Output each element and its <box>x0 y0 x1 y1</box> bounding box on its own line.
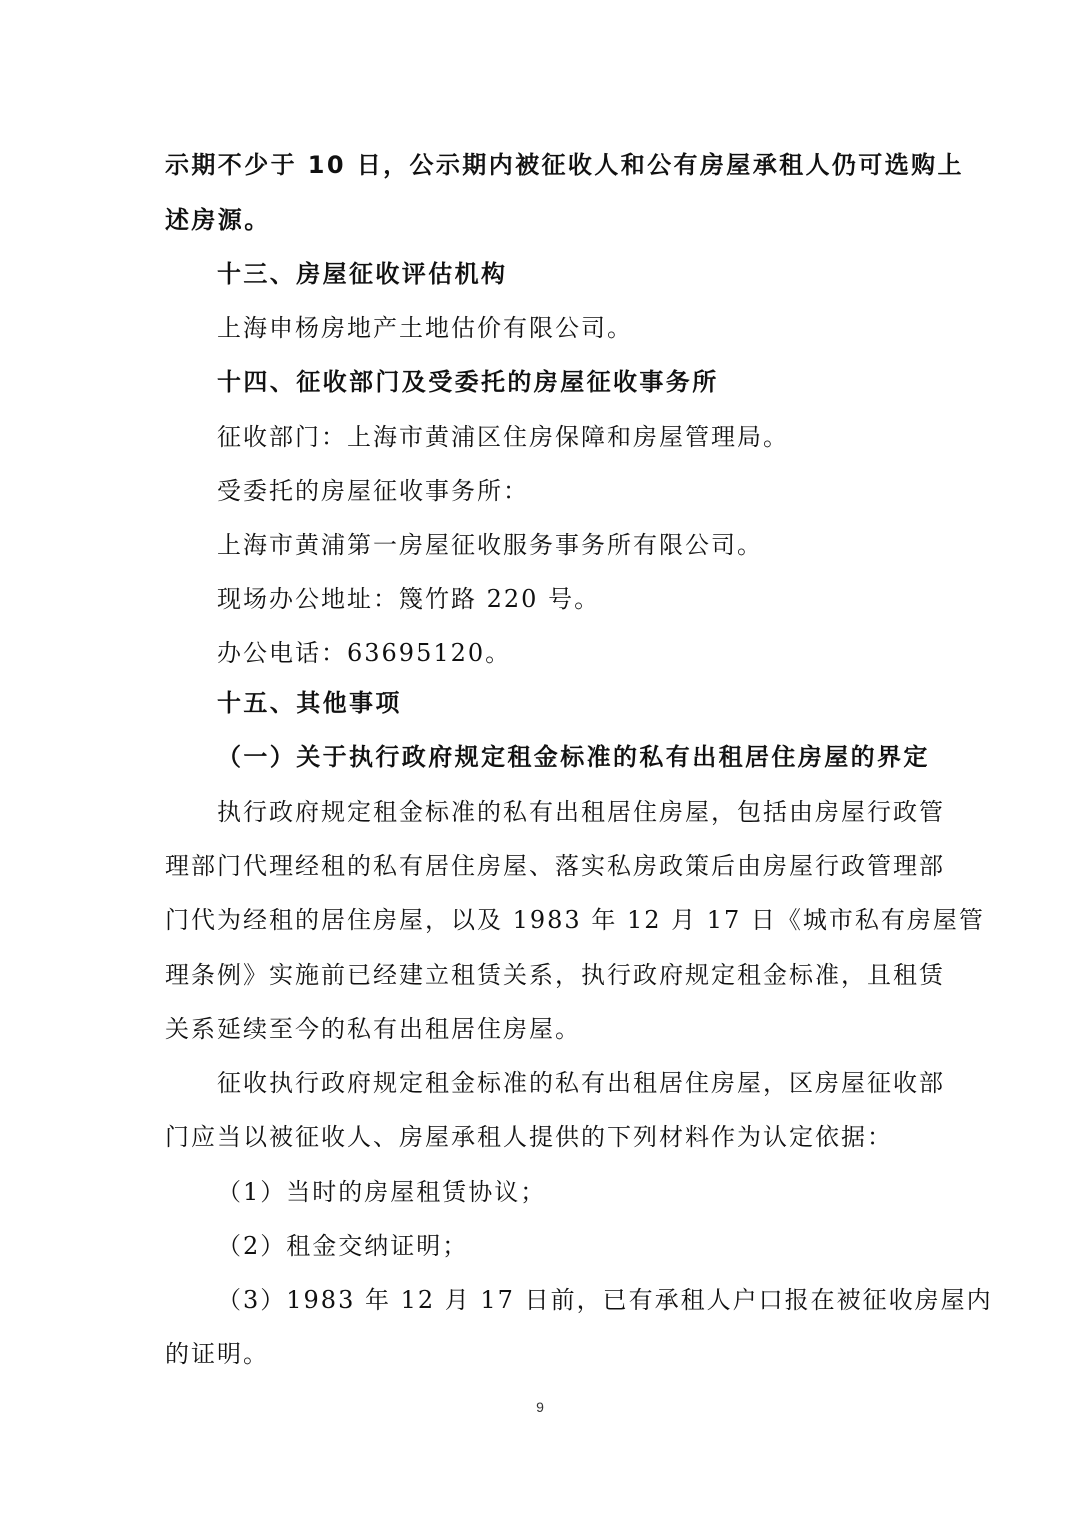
paragraph-line: 理条例》实施前已经建立租赁关系，执行政府规定租金标准，且租赁 <box>165 961 945 989</box>
page-number: 9 <box>536 1399 544 1415</box>
section-heading-14: 十四、征收部门及受委托的房屋征收事务所 <box>217 368 719 396</box>
appraisal-agency: 上海申杨房地产土地估价有限公司。 <box>217 314 633 342</box>
paragraph-line: 示期不少于 10 日，公示期内被征收人和公有房屋承租人仍可选购上 <box>165 151 964 179</box>
paragraph-line: 关系延续至今的私有出租居住房屋。 <box>165 1015 581 1043</box>
paragraph-line: 门代为经租的居住房屋，以及 1983 年 12 月 17 日《城市私有房屋管 <box>165 906 985 934</box>
list-item: （2）租金交纳证明； <box>217 1232 469 1260</box>
office-phone: 办公电话：63695120。 <box>217 639 512 667</box>
paragraph-line: 门应当以被征收人、房屋承租人提供的下列材料作为认定依据： <box>165 1123 893 1151</box>
entrusted-office-name: 上海市黄浦第一房屋征收服务事务所有限公司。 <box>217 531 763 559</box>
subsection-heading-1: （一）关于执行政府规定租金标准的私有出租居住房屋的界定 <box>217 743 930 771</box>
list-item-continuation: 的证明。 <box>165 1340 269 1368</box>
paragraph-line: 理部门代理经租的私有居住房屋、落实私房政策后由房屋行政管理部 <box>165 852 945 880</box>
section-heading-15: 十五、其他事项 <box>217 689 402 717</box>
expropriation-department: 征收部门：上海市黄浦区住房保障和房屋管理局。 <box>217 423 789 451</box>
paragraph-line: 执行政府规定租金标准的私有出租居住房屋，包括由房屋行政管 <box>217 798 945 826</box>
paragraph-line: 征收执行政府规定租金标准的私有出租居住房屋，区房屋征收部 <box>217 1069 945 1097</box>
office-address: 现场办公地址：篾竹路 220 号。 <box>217 585 601 613</box>
list-item: （1）当时的房屋租赁协议； <box>217 1178 547 1206</box>
section-heading-13: 十三、房屋征收评估机构 <box>217 260 508 288</box>
list-item: （3）1983 年 12 月 17 日前，已有承租人户口报在被征收房屋内 <box>217 1286 993 1314</box>
entrusted-office-label: 受委托的房屋征收事务所： <box>217 477 529 505</box>
paragraph-line: 述房源。 <box>165 206 271 234</box>
